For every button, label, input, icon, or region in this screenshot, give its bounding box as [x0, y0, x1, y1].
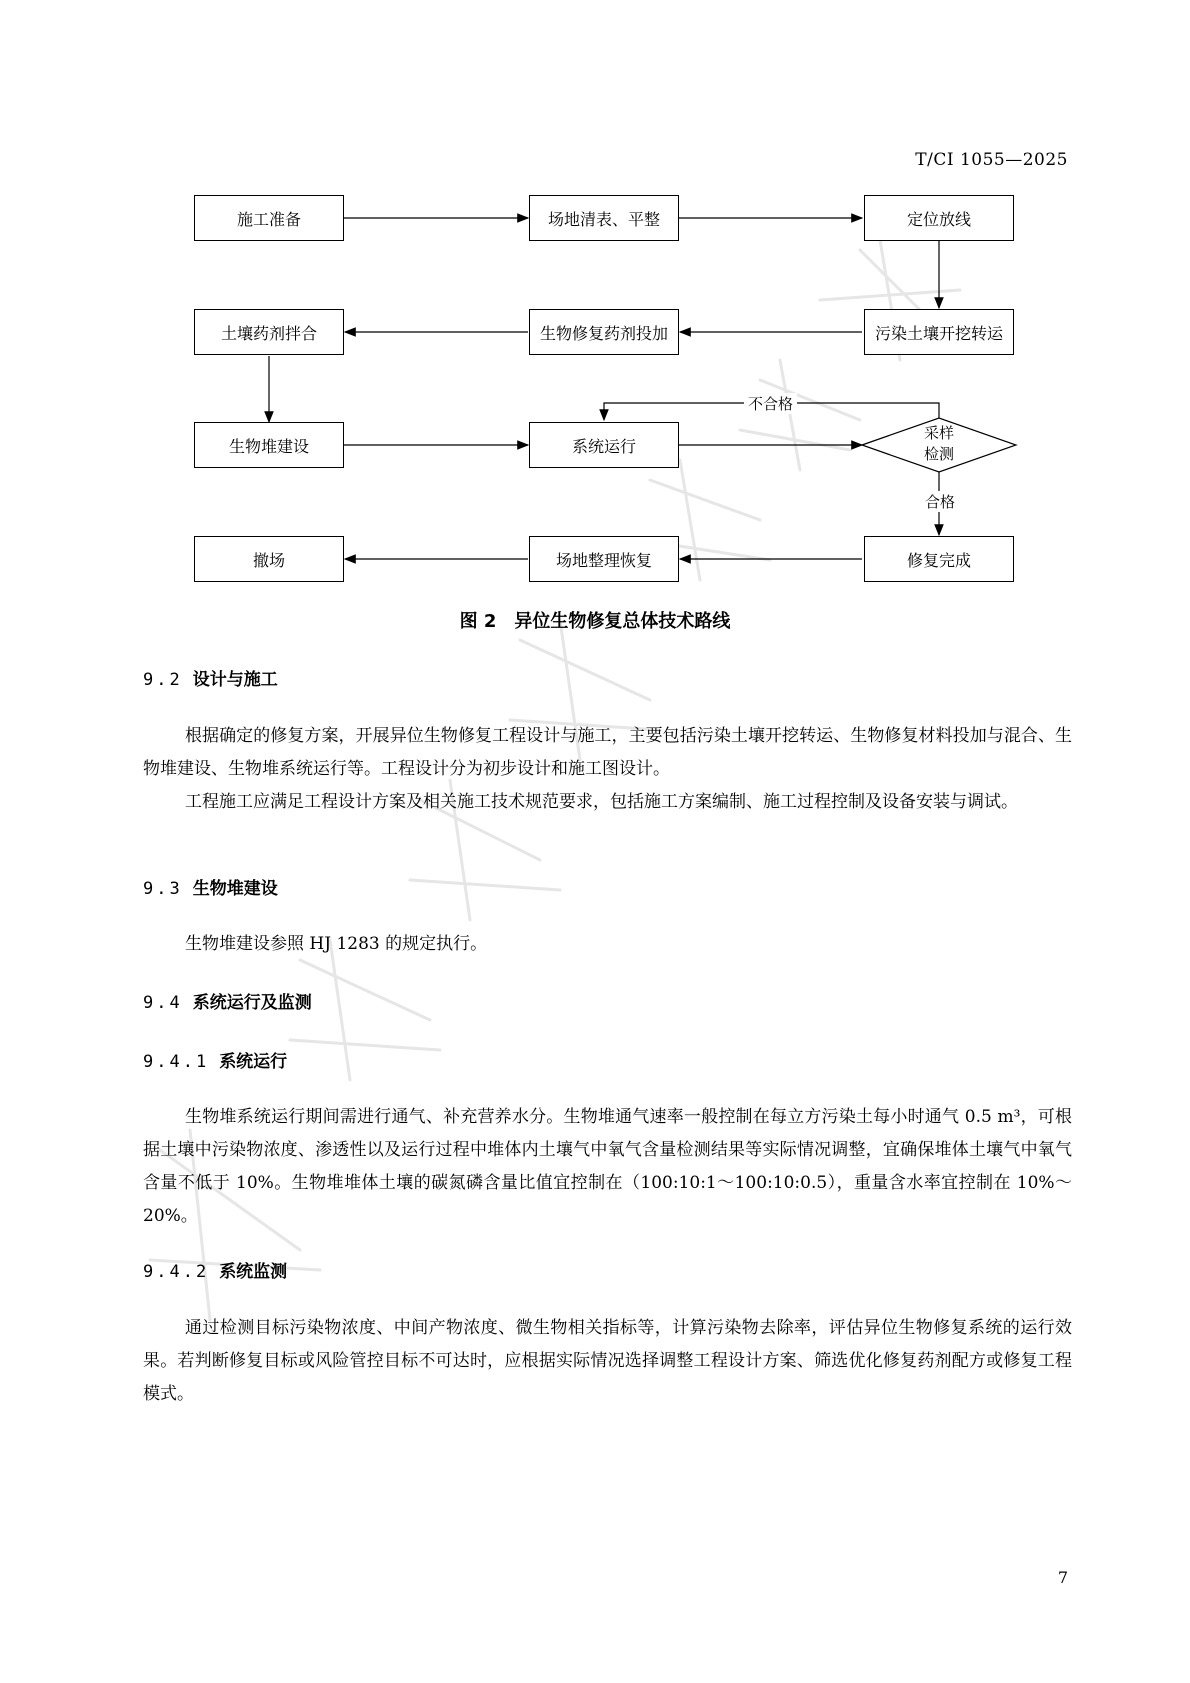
document-code: T/CI 1055—2025 — [915, 150, 1068, 170]
flow-node-mix: 土壤药剂拌合 — [194, 309, 344, 355]
section-number: 9.4.1 — [143, 1052, 210, 1072]
paragraph-9-2-b: 工程施工应满足工程设计方案及相关施工技术规范要求，包括施工方案编制、施工过程控制及设备安装与调试。 — [185, 792, 1018, 812]
figure-caption: 图 2 异位生物修复总体技术路线 — [459, 611, 731, 632]
section-heading-9-4-1 — [143, 1047, 287, 1072]
flow-node-run: 系统运行 — [529, 422, 679, 468]
section-title: 系统运行及监测 — [192, 993, 312, 1013]
flow-node-clear: 场地清表、平整 — [529, 195, 679, 241]
section-heading-9-4-2 — [143, 1257, 287, 1282]
flow-node-exit: 撤场 — [194, 536, 344, 582]
section-heading-9-2 — [143, 665, 278, 690]
paragraph-9-3: 生物堆建设参照 HJ 1283 的规定执行。 — [185, 934, 488, 954]
flow-node-dose: 生物修复药剂投加 — [529, 309, 679, 355]
section-number: 9.2 — [143, 670, 183, 690]
section-number: 9.4 — [143, 993, 183, 1013]
label-pass: 合格 — [921, 491, 959, 512]
paragraph-9-4-1: 生物堆系统运行期间需进行通气、补充营养水分。生物堆通气速率一般控制在每立方污染土每小时通气 0.5 m³，可根据土壤中污染物浓度、渗透性以及运行过程中堆体内土壤气中氧气含量检测结果等实际情况调整，宜确保堆体土壤气中氧气含量不低于 10%。生物堆堆体土壤的碳氮磷含量比值宜控制在（100:10:1～100:10:0.5），重量含水率宜控制在 10%～20%。 — [143, 1107, 1072, 1226]
flow-node-locate: 定位放线 — [864, 195, 1014, 241]
flow-node-excavate: 污染土壤开挖转运 — [864, 309, 1014, 355]
sample-label-line2: 检测 — [923, 445, 954, 463]
section-title: 系统运行 — [219, 1052, 288, 1072]
flow-node-sample — [899, 423, 979, 465]
flow-node-prep: 施工准备 — [194, 195, 344, 241]
section-number: 9.3 — [143, 879, 183, 899]
paragraph-9-4-2: 通过检测目标污染物浓度、中间产物浓度、微生物相关指标等，计算污染物去除率，评估异位生物修复系统的运行效果。若判断修复目标或风险管控目标不可达时，应根据实际情况选择调整工程设计方案、筛选优化修复药剂配方或修复工程模式。 — [143, 1318, 1072, 1404]
section-heading-9-4 — [143, 988, 312, 1013]
section-number: 9.4.2 — [143, 1262, 210, 1282]
section-title: 生物堆建设 — [192, 879, 278, 899]
label-fail: 不合格 — [744, 393, 797, 414]
flow-node-done: 修复完成 — [864, 536, 1014, 582]
section-title: 设计与施工 — [192, 670, 278, 690]
page-number: 7 — [1057, 1568, 1068, 1587]
sample-label-line1: 采样 — [923, 424, 954, 442]
flow-node-restore: 场地整理恢复 — [529, 536, 679, 582]
flow-node-build: 生物堆建设 — [194, 422, 344, 468]
paragraph-9-2-a: 根据确定的修复方案，开展异位生物修复工程设计与施工，主要包括污染土壤开挖转运、生物修复材料投加与混合、生物堆建设、生物堆系统运行等。工程设计分为初步设计和施工图设计。 — [143, 726, 1072, 779]
section-heading-9-3 — [143, 874, 278, 899]
flowchart-connectors — [0, 0, 1190, 600]
section-title: 系统监测 — [219, 1262, 288, 1282]
